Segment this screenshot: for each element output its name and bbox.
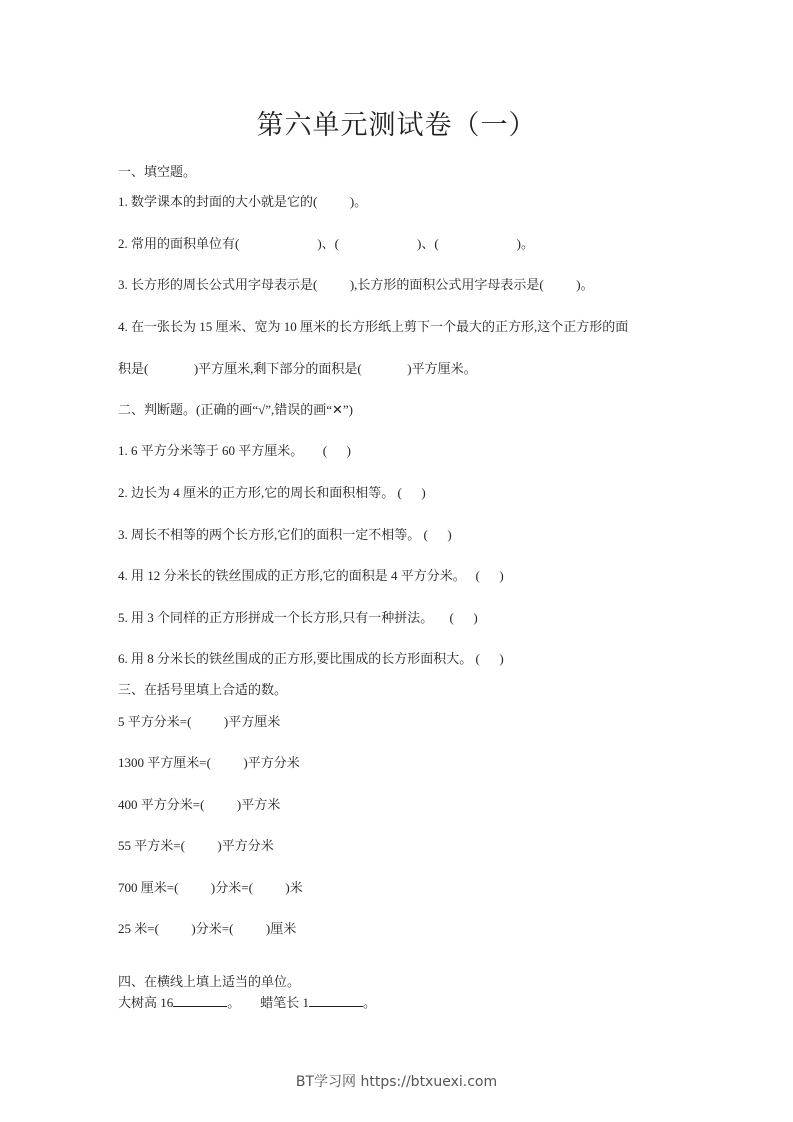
question: 1. 6 平方分米等于 60 平方厘米。 ( ) — [118, 443, 351, 458]
item-prefix: 大树高 16 — [118, 995, 174, 1010]
item-suffix: 。 — [227, 995, 241, 1010]
item-prefix: 蜡笔长 1 — [260, 995, 310, 1010]
question: 5. 用 3 个同样的正方形拼成一个长方形,只有一种拼法。 ( ) — [118, 610, 478, 625]
item-suffix: 。 — [363, 995, 377, 1010]
section-heading: 二、判断题。(正确的画“√”,错误的画“✕”) — [118, 402, 354, 417]
page-title: 第六单元测试卷（一） — [256, 110, 537, 140]
answer-blank — [173, 995, 227, 1007]
question-row — [118, 995, 376, 1011]
question: 5 平方分米=( )平方厘米 — [118, 714, 281, 729]
question-continuation: 积是( )平方厘米,剩下部分的面积是( )平方厘米。 — [118, 361, 477, 376]
question: 25 米=( )分米=( )厘米 — [118, 921, 297, 936]
question: 1. 数学课本的封面的大小就是它的( )。 — [118, 194, 368, 209]
question: 2. 边长为 4 厘米的正方形,它的周长和面积相等。 ( ) — [118, 485, 426, 500]
section-heading: 一、填空题。 — [118, 164, 197, 179]
question: 2. 常用的面积单位有( )、( )、( )。 — [118, 236, 534, 251]
question: 1300 平方厘米=( )平方分米 — [118, 755, 300, 770]
answer-blank — [309, 995, 363, 1007]
section-heading: 四、在横线上填上适当的单位。 — [118, 974, 301, 989]
question: 6. 用 8 分米长的铁丝围成的正方形,要比围成的长方形面积大。 ( ) — [118, 651, 504, 666]
question: 55 平方米=( )平方分米 — [118, 838, 274, 853]
section-heading: 三、在括号里填上合适的数。 — [118, 682, 288, 697]
footer-watermark: BT学习网 https://btxuexi.com — [295, 1074, 498, 1090]
question: 700 厘米=( )分米=( )米 — [118, 880, 303, 895]
question: 400 平方分米=( )平方米 — [118, 797, 281, 812]
question: 4. 在一张长为 15 厘米、宽为 10 厘米的长方形纸上剪下一个最大的正方形,这个正方形的面 — [118, 319, 629, 334]
question: 3. 长方形的周长公式用字母表示是( ),长方形的面积公式用字母表示是( )。 — [118, 277, 594, 292]
question: 4. 用 12 分米长的铁丝围成的正方形,它的面积是 4 平方分米。 ( ) — [118, 568, 504, 583]
question: 3. 周长不相等的两个长方形,它们的面积一定不相等。 ( ) — [118, 527, 452, 542]
